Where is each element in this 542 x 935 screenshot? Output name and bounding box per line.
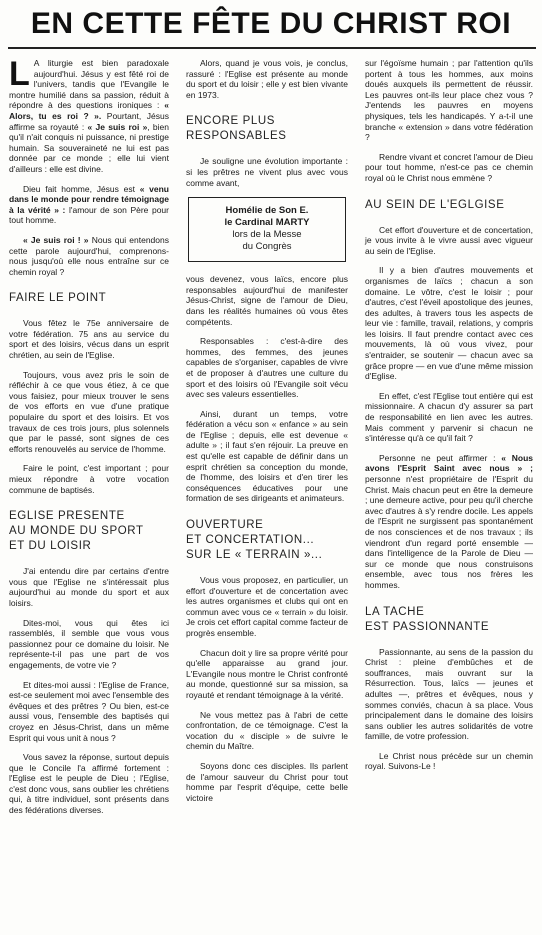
section-heading-la-tache: LA TACHE EST PASSIONNANTE [365, 605, 490, 633]
section-heading-au-sein-de-l-eglise: AU SEIN DE L'EGLGISE [365, 198, 505, 211]
column-3 [365, 58, 533, 781]
paragraph: Rendre vivant et concret l'amour de Dieu pour tout homme, n'est-ce pas ce chemin royal où le Christ nous emmène ? [365, 151, 533, 183]
paragraph: Alors, quand je vous vois, je conclus, rassuré : l'Eglise est présente au monde du sport et du loisir ; elle y est bien vivante en 1973. [186, 58, 348, 100]
paragraph: Vous savez la réponse, surtout depuis que le Concile l'a affirmé fortement : l'Eglise est le peuple de Dieu ; l'Eglise, c'est donc vous, sans oublier les chrétiens qui, à titre individuel, sont présents dans des fédérations diverses. [9, 752, 169, 816]
paragraph: Vous vous proposez, en particulier, un effort d'ouverture et de concertation avec les autres organismes et clubs qui ont en commun avec vous ce « terrain » du loisir. Je crois cet effort capital comme facteur de progrès ensemble. [186, 575, 348, 638]
paragraph: Il y a bien d'autres mouvements et organismes de laïcs ; chacun a son domaine. Le vôtre, c'est le loisir ; pour d'autres, c'est l'éveil apostolique des jeunes, des adultes, à travers tous les aspects de leur vie : famille, travail, relations, y compris les loisirs. Il faut prendre contact avec ces mouvements, là où vous vivez, pour s'entraider, se soutenir — chacun avec sa grâce propre — en vue d'une même mission d'Eglise. [365, 265, 533, 382]
paragraph: Chacun doit y lire sa propre vérité pour qu'elle apparaisse au grand jour. L'Evangile nous montre le Christ confronté au monde, questionné sur sa mission, sa royauté et rendant témoignage à la vérité. [186, 647, 348, 700]
author-box-line: Homélie de Son E. [225, 205, 309, 217]
author-box-line: le Cardinal MARTY [224, 217, 310, 229]
section-heading-eglise-presente: EGLISE PRESENTE AU MONDE DU SPORT ET DU LOISIR [9, 510, 144, 553]
author-box-line: du Congrès [242, 241, 292, 253]
drop-cap: L [9, 55, 30, 93]
paragraph: Ainsi, durant un temps, votre fédération a vécu son « enfance » au sein de l'Eglise ; depuis, elle est devenue « adulte » ; il faut s'en réjouir. La preuve en est qu'elle est capable de définir dans un esprit chrétien sa conception du monde, de l'homme, des loisirs et d'en tirer les conséquences éducatives pour une formation de ses dirigeants et animateurs. [186, 408, 348, 504]
paragraph: Dieu fait homme, Jésus est « venu dans le monde pour rendre témoignage à la vérité » : l'amour de son Père pour tout homme. [9, 183, 169, 226]
column-2 [186, 58, 348, 812]
section-heading-faire-le-point: FAIRE LE POINT [9, 292, 107, 305]
paragraph: Toujours, vous avez pris le soin de réfléchir à ce que vous étiez, à ce que vous faisiez, pour mieux trouver le sens de vos efforts en vue d'une pratique populaire du sport et des loisirs. Et vos travaux de ces trois jours, plus solennels que par le passé, sont signes de ces efforts renouvelés au service de l'homme. [9, 369, 169, 454]
paragraph: vous devenez, vous laïcs, encore plus responsables aujourd'hui de manifester Jésus-Christ, signe de l'amour de Dieu, dans les réalités humaines où vous êtes compétents. [186, 274, 348, 327]
paragraph: Personne ne peut affirmer : « Nous avons l'Esprit Saint avec nous » ; personne n'est propriétaire de l'Esprit du Christ. Mais chacun peut en être la demeure ; une demeure active, pour peu qu'il cherche avec d'autres à s'y rendre docile. Les appels de l'Esprit ne surgissent pas spontanément de nos consciences et de nos travaux ; ils viendront d'un regard porté ensemble — dans l'intelligence de la Parole de Dieu — sur ce monde que nous construisons ensemble, avec tous nos frères les hommes. [365, 452, 533, 590]
paragraph: Dites-moi, vous qui êtes ici rassemblés, il semble que vous vous passionnez pour ce domaine du loisir. Ne représente-t-il pas une part de vos engagements, de votre vie ? [9, 617, 169, 670]
title-rule [8, 47, 536, 49]
article-title: EN CETTE FÊTE DU CHRIST ROI [30, 7, 512, 40]
paragraph: Responsables : c'est-à-dire des hommes, des femmes, des jeunes capables de s'organiser, capables de vivre et de proposer à d'autres une culture du sport et des loisirs où l'Evangile soit vécu avec ses valeurs essentielles. [186, 336, 348, 400]
paragraph: Vous fêtez le 75e anniversaire de votre fédération. 75 ans au service du sport et des loisirs, vécus dans un esprit chrétien, au sein de l'Eglise. [9, 318, 169, 361]
paragraph: Cet effort d'ouverture et de concertation, je vous invite à le vivre aussi avec vigueur au sein de l'Eglise. [365, 224, 533, 256]
paragraph: Et dites-moi aussi : l'Eglise de France, est-ce seulement moi avec l'ensemble des évêques et des prêtres ? Ou bien, est-ce aussi vous, l'ensemble des baptisés qui croyez en Jésus-Christ, dans un même Esprit qui vous unit à nous ? [9, 679, 169, 743]
paragraph: « Je suis roi ! » Nous qui entendons cette parole aujourd'hui, comprenons-nous jusqu'où elle nous entraîne sur ce chemin royal ? [9, 234, 169, 277]
paragraph: J'ai entendu dire par certains d'entre vous que l'Eglise ne s'intéressait plus aujourd'hui au monde du sport et aux loisirs. [9, 566, 169, 608]
paragraph: Ne vous mettez pas à l'abri de cette confrontation, de ce témoignage. C'est la vocation du « disciple » de suivre le chemin du Maître. [186, 709, 348, 752]
author-box-line: lors de la Messe [232, 229, 302, 241]
paragraph: Passionnante, au sens de la passion du Christ : pleine d'embûches et de souffrances, mais ouvrant sur la Résurrection. Tous, laïcs — jeunes et adultes —, prêtres et évêques, nous y sommes conviés, chacun à sa place. Vous principalement dans le domaine des loisirs sans oublier les autres solidarités de votre famille, de votre profession. [365, 646, 533, 742]
paragraph: Soyons donc ces disciples. Ils parlent de l'amour sauveur du Christ pour tout homme par l'esprit d'équipe, cette belle victoire [186, 760, 348, 803]
paragraph: Le Christ nous précède sur un chemin royal. Suivons-Le ! [365, 750, 533, 772]
paragraph: sur l'égoïsme humain ; par l'attention qu'ils portent à tous les hommes, aux moins doués auxquels ils permettent de réussir. Les pauvres ont-ils leur place chez vous ? J'entends les pauvres en moyens physiques, tels les handicapés. Y a-t-il une branche « extension » dans votre fédération ? [365, 58, 533, 143]
paragraph: Je souligne une évolution importante : si les prêtres ne vivent plus avec vous comme avant, [186, 156, 348, 188]
intro-paragraph: L A liturgie est bien paradoxale aujourd'hui. Jésus y est fêté roi de l'univers, tandis que l'Evangile le montre humilié dans sa passion, réduit à répondre à des questions ironiques : « Alors, tu es roi ? ». Pourtant, Jésus affirme sa royauté : « Je suis roi », bien qu'il n'ait conquis ni puissance, ni prestige humain. Sa souveraineté ne lui est pas donnée par ce monde ; elle lui vient d'ailleurs : elle est divine. [9, 55, 169, 174]
author-box [188, 197, 346, 262]
section-heading-encore-plus-responsables: ENCORE PLUS RESPONSABLES [186, 115, 287, 143]
paragraph: Faire le point, c'est important ; pour mieux répondre à votre vocation commune de baptisés. [9, 463, 169, 495]
section-heading-ouverture: OUVERTURE ET CONCERTATION... SUR LE « TERRAIN »... [186, 519, 323, 562]
column-1 [9, 55, 169, 825]
paragraph: En effet, c'est l'Eglise tout entière qui est missionnaire. A chacun d'y assurer sa part de responsabilité en lien avec les autres. Mais comment y parvenir si chacun ne s'intéresse qu'à ce qu'il fait ? [365, 390, 533, 444]
